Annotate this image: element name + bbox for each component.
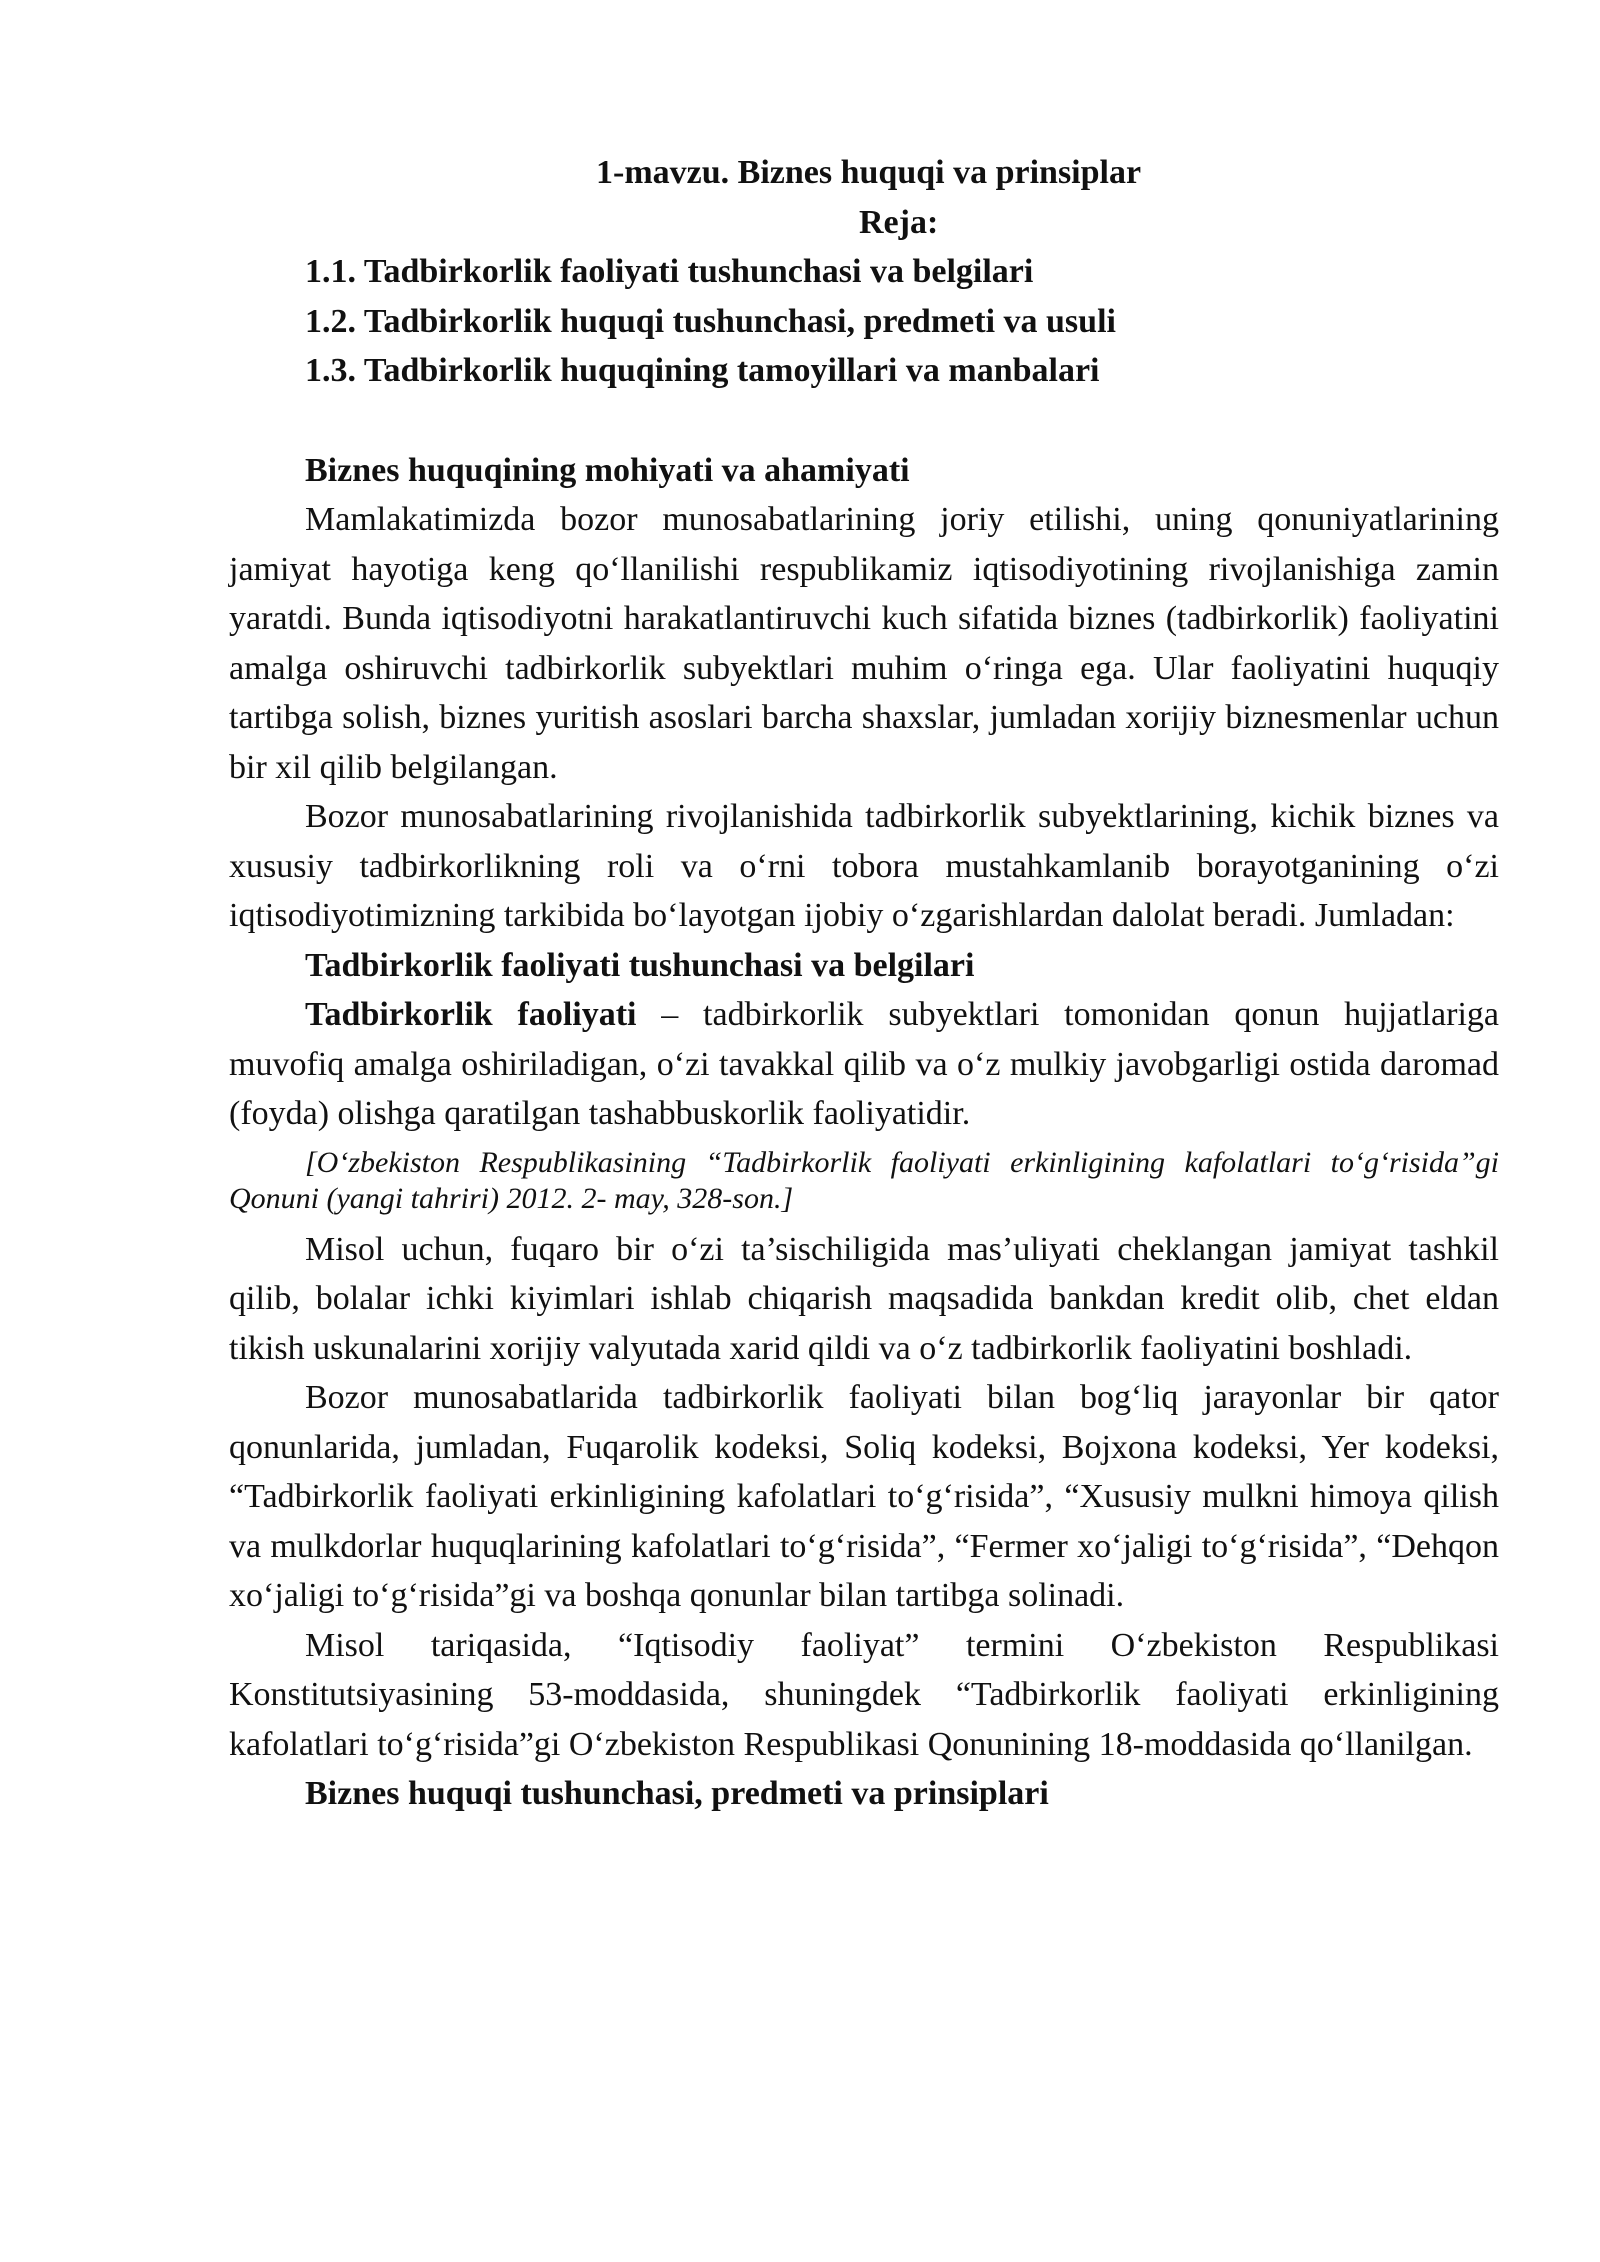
- document-page: [229, 148, 1499, 1819]
- plan-item-1: 1.1. Tadbirkorlik faoliyati tushunchasi va belgilari: [305, 253, 1034, 290]
- section-heading-essence: Biznes huquqining mohiyati va ahamiyati: [305, 451, 910, 489]
- plan-label: Reja:: [859, 203, 939, 241]
- paragraph-definition: [229, 990, 1499, 1139]
- paragraph-development: Bozor munosabatlarining rivojlanishida tadbirkorlik subyektlarining, kichik biznes va xususiy tadbirkorlikning roli va o‘rni tobora mustahkamlanib borayotganining o‘zi iqtisodiyotimizning tarkibida bo‘layotgan ijobiy o‘zgarishlardan dalolat beradi. Jumladan:: [229, 798, 1499, 934]
- section-heading-business-law: Biznes huquqi tushunchasi, predmeti va prinsiplari: [305, 1775, 1049, 1812]
- definition-term: Tadbirkorlik faoliyati: [305, 996, 637, 1033]
- law-citation: [O‘zbekiston Respublikasining “Tadbirkorlik faoliyati erkinligining kafolatlari to‘g‘risida”gi Qonuni (yangi tahriri) 2012. 2- may, 328-son.]: [229, 1145, 1499, 1215]
- plan-item-2: 1.2. Tadbirkorlik huquqi tushunchasi, predmeti va usuli: [305, 302, 1116, 340]
- paragraph-laws: Bozor munosabatlarida tadbirkorlik faoliyati bilan bog‘liq jarayonlar bir qator qonunlarida, jumladan, Fuqarolik kodeksi, Soliq kodeksi, Bojxona kodeksi, Yer kodeksi, “Tadbirkorlik faoliyati erkinligining kafolatlari to‘g‘risida”, “Xususiy mulkni himoya qilish va mulkdorlar huquqlarining kafolatlari to‘g‘risida”, “Fermer xo‘jaligi to‘g‘risida”, “Dehqon xo‘jaligi to‘g‘risida”gi va boshqa qonunlar bilan tartibga solinadi.: [229, 1379, 1499, 1614]
- definition-text: – tadbirkorlik subyektlari tomonidan qonun hujjatlariga muvofiq amalga oshiriladigan, o‘zi tavakkal qilib va o‘z mulkiy javobgarligi ostida daromad (foyda) olishga qaratilgan tashabbuskorlik faoliyatidir.: [229, 996, 1499, 1132]
- paragraph-constitution: Misol tariqasida, “Iqtisodiy faoliyat” termini O‘zbekiston Respublikasi Konstitutsiyasining 53-moddasida, shuningdek “Tadbirkorlik faoliyati erkinligining kafolatlari to‘g‘risida”gi O‘zbekiston Respublikasi Qonunining 18-moddasida qo‘llanilgan.: [229, 1626, 1499, 1763]
- section-heading-entrepreneurship: Tadbirkorlik faoliyati tushunchasi va belgilari: [305, 946, 975, 984]
- paragraph-market-relations: Mamlakatimizda bozor munosabatlarining joriy etilishi, uning qonuniyatlarining jamiyat hayotiga keng qo‘llanilishi respublikamiz iqtisodiyotining rivojlanishiga zamin yaratdi. Bunda iqtisodiyotni harakatlantiruvchi kuch sifatida biznes (tadbirkorlik) faoliyatini amalga oshiruvchi tadbirkorlik subyektlari muhim o‘ringa ega. Ular faoliyatini huquqiy tartibga solish, biznes yuritish asoslari barcha shaxslar, jumladan xorijiy biznesmenlar uchun bir xil qilib belgilangan.: [229, 501, 1499, 786]
- paragraph-example: Misol uchun, fuqaro bir o‘zi ta’sischiligida mas’uliyati cheklangan jamiyat tashkil qilib, bolalar ichki kiyimlari ishlab chiqarish maqsadida bankdan kredit olib, chet eldan tikish uskunalarini xorijiy valyutada xarid qildi va o‘z tadbirkorlik faoliyatini boshladi.: [229, 1230, 1499, 1367]
- plan-item-3: 1.3. Tadbirkorlik huquqining tamoyillari va manbalari: [305, 352, 1100, 389]
- spacer: [229, 396, 1499, 446]
- document-title: 1-mavzu. Biznes huquqi va prinsiplar: [596, 154, 1142, 191]
